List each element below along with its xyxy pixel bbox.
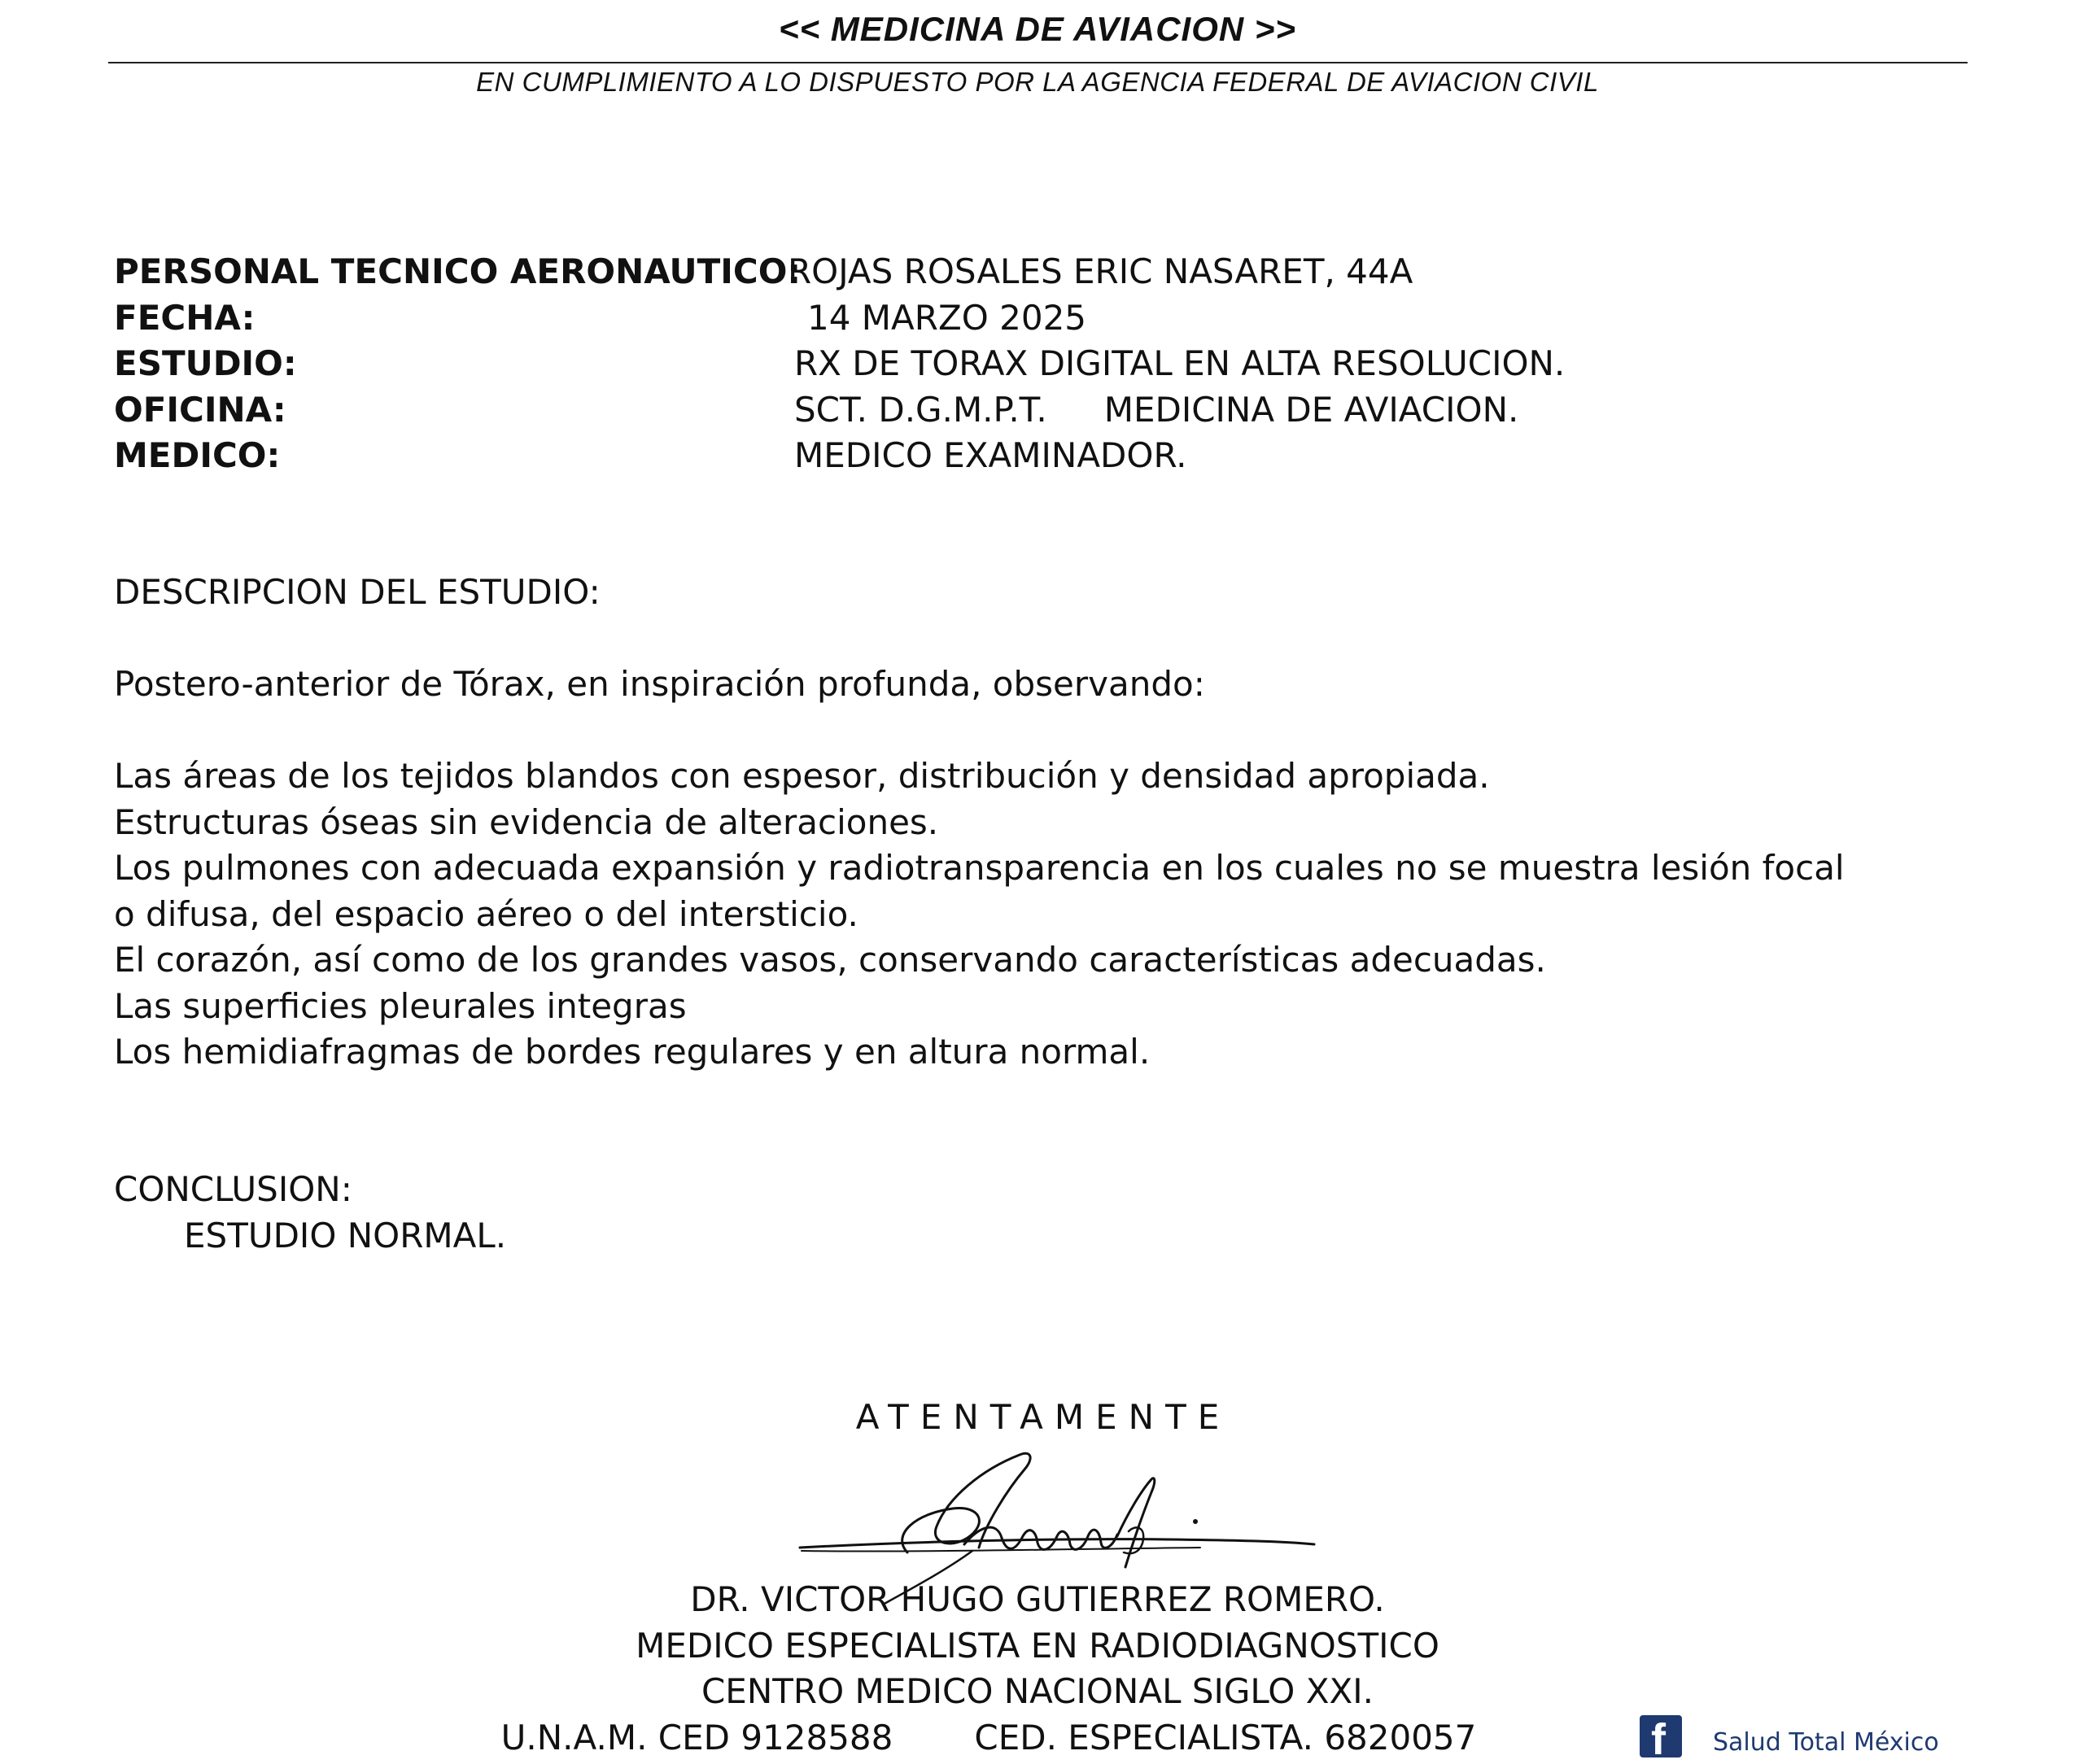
- field-label: PERSONAL TECNICO AERONAUTICO:: [114, 251, 802, 291]
- finding-line: o difusa, del espacio aéreo o del intersticio.: [114, 893, 858, 934]
- field-value: MEDICO EXAMINADOR.: [794, 435, 1187, 475]
- doctor-license: U.N.A.M. CED 9128588: [500, 1717, 893, 1757]
- doctor-specialty: MEDICO ESPECIALISTA EN RADIODIAGNOSTICO: [636, 1625, 1439, 1666]
- field-label: ESTUDIO:: [114, 343, 297, 383]
- finding-line: Estructuras óseas sin evidencia de alteraciones.: [114, 801, 939, 842]
- social-label: Salud Total México: [1713, 1728, 1939, 1757]
- header-divider: [108, 62, 1968, 63]
- conclusion-value: ESTUDIO NORMAL.: [184, 1216, 507, 1255]
- doctor-name: DR. VICTOR HUGO GUTIERREZ ROMERO.: [690, 1579, 1385, 1619]
- field-value: RX DE TORAX DIGITAL EN ALTA RESOLUCION.: [794, 343, 1566, 383]
- doctor-institution: CENTRO MEDICO NACIONAL SIGLO XXI.: [701, 1671, 1374, 1711]
- finding-line: El corazón, así como de los grandes vasos, conservando características adecuadas.: [114, 940, 1546, 980]
- field-value-office: [794, 387, 1518, 433]
- field-value: 14 MARZO 2025: [807, 297, 1087, 338]
- office-code: SCT. D.G.M.P.T.: [794, 389, 1047, 430]
- finding-line: Los hemidiafragmas de bordes regulares y en altura normal.: [114, 1032, 1151, 1072]
- findings-list: [114, 753, 1845, 1076]
- finding-line: Los pulmones con adecuada expansión y radiotransparencia en los cuales no se muestra lesión focal: [114, 848, 1845, 888]
- finding-line: Las superficies pleurales integras: [114, 985, 687, 1026]
- field-label: FECHA:: [114, 297, 256, 338]
- document-subtitle: EN CUMPLIMIENTO A LO DISPUESTO POR LA AGENCIA FEDERAL DE AVIACION CIVIL: [476, 67, 1599, 97]
- regards-text: ATENTAMENTE: [855, 1397, 1231, 1437]
- description-heading: DESCRIPCION DEL ESTUDIO:: [114, 572, 601, 612]
- field-value: ROJAS ROSALES ERIC NASARET, 44A: [788, 251, 1413, 291]
- facebook-icon: f: [1640, 1715, 1682, 1757]
- description-intro: Postero-anterior de Tórax, en inspiración profunda, observando:: [114, 664, 1205, 704]
- conclusion-heading: CONCLUSION:: [114, 1169, 352, 1209]
- field-label: MEDICO:: [114, 435, 281, 475]
- document-title: << MEDICINA DE AVIACION >>: [779, 10, 1296, 48]
- doctor-specialist-license: CED. ESPECIALISTA. 6820057: [974, 1717, 1477, 1757]
- finding-line: Las áreas de los tejidos blandos con espesor, distribución y densidad apropiada.: [114, 756, 1490, 796]
- office-department: MEDICINA DE AVIACION.: [1103, 389, 1519, 430]
- field-label: OFICINA:: [114, 389, 286, 430]
